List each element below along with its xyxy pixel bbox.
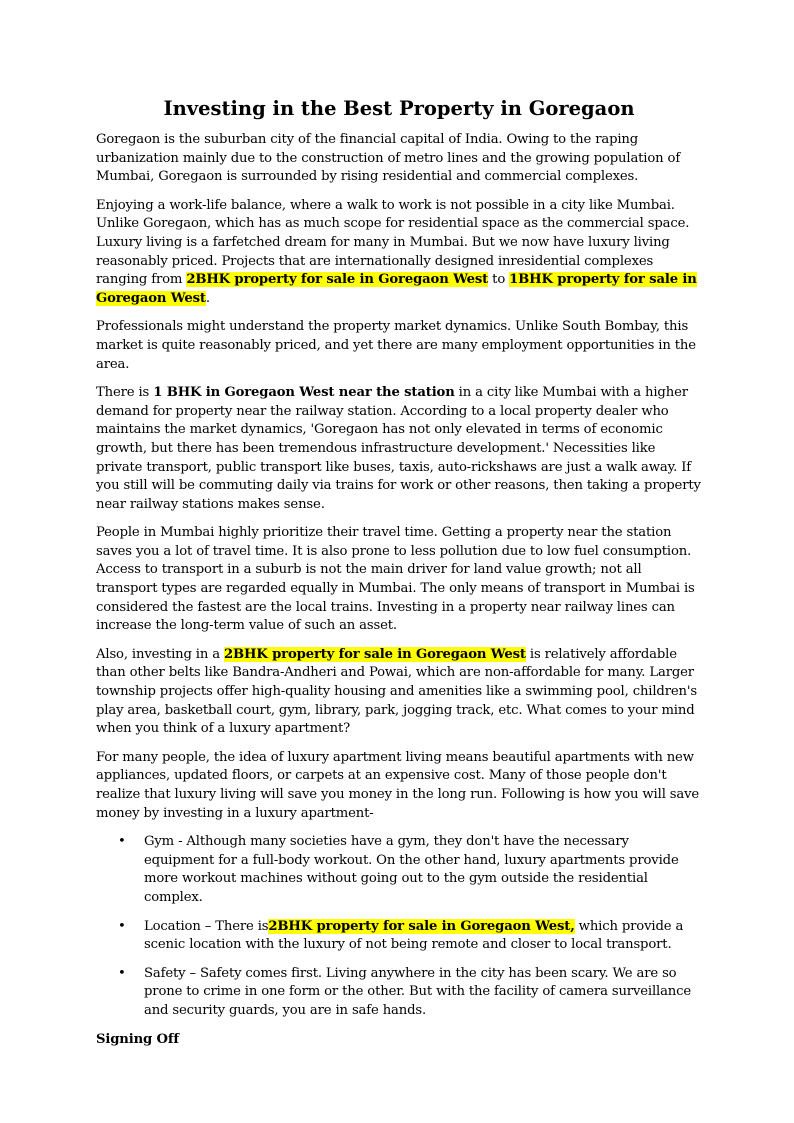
- benefits-list: [96, 833, 702, 1020]
- paragraph-travel-time: People in Mumbai highly prioritize their travel time. Getting a property near the station saves you a lot of travel time. It is also prone to less pollution due to low fuel consumption. Access to transport in a suburb is not the main driver for land value growth; not all transport types are regarded equally in Mumbai. The only means of transport in Mumbai is considered the fastest are the local trains. Investing in a property near railway lines can increase the long-term value of such an asset.: [96, 525, 695, 634]
- list-item-gym: [96, 833, 702, 907]
- link-2bhk-goregaon-west[interactable]: 2BHK property for sale in Goregaon West,: [268, 918, 575, 934]
- section-heading-signing-off: Signing Off: [96, 1031, 179, 1047]
- list-item-text: which provide a scenic location with the luxury of not being remote and closer to local transport.: [144, 918, 684, 953]
- bullet-icon: •: [118, 834, 126, 850]
- list-item-safety: [96, 965, 702, 1021]
- paragraph-professionals: Professionals might understand the property market dynamics. Unlike South Bombay, this market is quite reasonably priced, and yet there are many employment opportunities in the area.: [96, 319, 696, 372]
- document-title: Investing in the Best Property in Goregaon: [163, 97, 635, 120]
- bold-phrase-1bhk-station: 1 BHK in Goregaon West near the station: [153, 385, 455, 401]
- paragraph-text: There is: [96, 385, 154, 401]
- paragraph-text: in a city like Mumbai with a higher demand for property near the railway station. According to a local property dealer who maintains the market dynamics, 'Goregaon has not only elevated in terms of economic growth, but there has been tremendous infrastructure development.' Necessities like private transport, public transport like buses, taxis, auto-rickshaws are just a walk away. If you still will be commuting daily via trains for work or other reasons, then taking a property near railway stations makes sense.: [96, 385, 701, 512]
- paragraph-intro: Goregaon is the suburban city of the financial capital of India. Owing to the raping urbanization mainly due to the construction of metro lines and the growing population of Mumbai, Goregaon is surrounded by rising residential and commercial complexes.: [96, 132, 681, 185]
- list-item-text: Safety – Safety comes first. Living anywhere in the city has been scary. We are so prone to crime in one form or the other. But with the facility of camera surveillance and security guards, you are in safe hands.: [144, 965, 692, 1018]
- paragraph-text: is relatively affordable than other belts like Bandra-Andheri and Powai, which are non-affordable for many. Larger township projects offer high-quality housing and amenities like a swimming pool, children's play area, basketball court, gym, library, park, jogging track, etc. What comes to your mind when you think of a luxury apartment?: [96, 646, 697, 737]
- paragraph-luxury-living: For many people, the idea of luxury apartment living means beautiful apartments with new appliances, updated floors, or carpets at an expensive cost. Many of those people don't realize that luxury living will save you money in the long run. Following is how you will save money by investing in a luxury apartment-: [96, 749, 700, 821]
- paragraph-affordable: [96, 646, 702, 739]
- bullet-icon: •: [118, 965, 126, 981]
- paragraph-text: Also, investing in a: [96, 646, 225, 662]
- list-item-text: Gym - Although many societies have a gym, they don't have the necessary equipment for a full-body workout. On the other hand, luxury apartments provide more workout machines without going out to the gym outside the residential complex.: [144, 834, 679, 905]
- document-page: [96, 96, 702, 1059]
- list-item-location: [96, 918, 702, 955]
- paragraph-text: .: [205, 290, 210, 306]
- link-1bhk-goregaon-west[interactable]: 1BHK property for sale in Goregaon West: [96, 272, 697, 306]
- paragraph-work-life: [96, 197, 702, 309]
- paragraph-station: [96, 384, 702, 514]
- list-item-text: Location – There is: [144, 918, 269, 934]
- bullet-icon: •: [118, 918, 126, 934]
- link-2bhk-goregaon-west[interactable]: 2BHK property for sale in Goregaon West: [224, 646, 526, 662]
- link-2bhk-goregaon-west[interactable]: 2BHK property for sale in Goregaon West: [186, 272, 489, 288]
- paragraph-text: to: [488, 272, 510, 288]
- paragraph-text: Enjoying a work-life balance, where a walk to work is not possible in a city like Mumbai. Unlike Goregaon, which has as much scope for residential space as the commercial space. Luxury living is a farfetched dream for many in Mumbai. But we now have luxury living reasonably priced. Projects that are internationally designed inresidential complexes ranging from: [96, 197, 690, 288]
